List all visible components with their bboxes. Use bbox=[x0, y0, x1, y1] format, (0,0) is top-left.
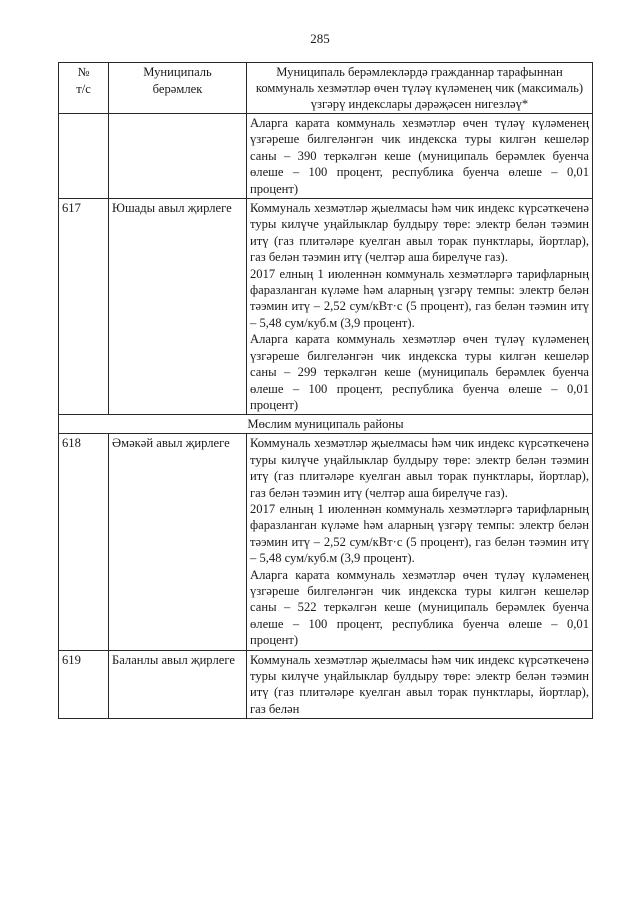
row-description bbox=[247, 114, 593, 199]
description-paragraph: Коммуналь хезмәтләр җыелмасы һәм чик индекс күрсәткеченә туры килүче уңайлыклар булдыру төре: электр белән тәэмин итү (газ плитәләре куелган авыл торак пунктлары, йортлар), газ белән тәэмин итү (челтәр аша бирелүче газ). bbox=[250, 201, 589, 265]
header-number-line1: № bbox=[77, 65, 90, 79]
header-municipality-line2: берәмлек bbox=[152, 82, 203, 96]
table-row bbox=[59, 114, 593, 199]
description-paragraph: 2017 елның 1 июленнән коммуналь хезмәтләргә тарифларның фаразланган күләме һәм аларның үзгәрү темпы: электр белән тәэмин итү – 2,52 сум/кВт·с (5 процент), газ белән тәэмин итү – 5,48 сум/куб.м (3,9 процент). bbox=[250, 501, 589, 566]
header-description: Муниципаль берәмлекләрдә гражданнар тарафыннан коммуналь хезмәтләр өчен түләү күләменең чик (максималь) үзгәрү индекслары дәрәҗәсен нигезләү* bbox=[247, 63, 593, 114]
row-number: 618 bbox=[59, 434, 109, 650]
row-description bbox=[247, 650, 593, 719]
header-municipality bbox=[109, 63, 247, 114]
district-heading: Мөслим муниципаль районы bbox=[59, 415, 593, 434]
table-header-row bbox=[59, 63, 593, 114]
row-number: 617 bbox=[59, 199, 109, 415]
description-paragraph: Коммуналь хезмәтләр җыелмасы һәм чик индекс күрсәткеченә туры килүче уңайлыклар булдыру төре: электр белән тәэмин итү (газ плитәләре куелган авыл торак пунктлары, йортлар), газ белән bbox=[250, 652, 589, 716]
table-row bbox=[59, 650, 593, 719]
district-row bbox=[59, 415, 593, 434]
row-description bbox=[247, 434, 593, 650]
description-paragraph: 2017 елның 1 июленнән коммуналь хезмәтләргә тарифларның фаразланган күләме һәм аларның үзгәрү темпы: электр белән тәэмин итү – 2,52 сум/кВт·с (5 процент), газ белән тәэмин итү – 5,48 сум/куб.м (3,9 процент). bbox=[250, 266, 589, 330]
row-number: 619 bbox=[59, 650, 109, 719]
row-municipality bbox=[109, 114, 247, 199]
row-municipality: Юшады авыл җирлеге bbox=[109, 199, 247, 415]
header-municipality-line1: Муниципаль bbox=[143, 65, 212, 79]
header-number bbox=[59, 63, 109, 114]
row-description bbox=[247, 199, 593, 415]
description-paragraph: Аларга карата коммуналь хезмәтләр өчен түләү күләменең үзгәреше билгеләнгән чик индекска туры килгән кешеләр саны – 299 теркәлгән кеше (муниципаль берәмлек буенча өлеше – 100 процент, республика буенча өлеше – 0,01 процент) bbox=[250, 332, 589, 412]
row-municipality: Баланлы авыл җирлеге bbox=[109, 650, 247, 719]
row-municipality: Әмәкәй авыл җирлеге bbox=[109, 434, 247, 650]
header-number-line2: т/с bbox=[76, 82, 91, 96]
page-number: 285 bbox=[310, 31, 330, 46]
description-paragraph: Аларга карата коммуналь хезмәтләр өчен түләү күләменең үзгәреше билгеләнгән чик индекска туры килгән кешеләр саны – 390 теркәлгән кеше (муниципаль берәмлек буенча өлеше – 100 процент, республика буенча өлеше – 0,01 процент) bbox=[250, 116, 589, 196]
tariff-index-table bbox=[58, 62, 593, 719]
description-paragraph: Коммуналь хезмәтләр җыелмасы һәм чик индекс күрсәткеченә туры килүче уңайлыклар булдыру төре: электр белән тәэмин итү (газ плитәләре куелган авыл торак пунктлары, йортлар), газ белән тәэмин итү (челтәр аша бирелүче газ). bbox=[250, 436, 589, 500]
table-row bbox=[59, 199, 593, 415]
table-body bbox=[59, 114, 593, 719]
table-row bbox=[59, 434, 593, 650]
description-paragraph: Аларга карата коммуналь хезмәтләр өчен түләү күләменең үзгәреше билгеләнгән чик индекска туры килгән кешеләр саны – 522 теркәлгән кеше (муниципаль берәмлек буенча өлеше – 100 процент, республика буенча өлеше – 0,01 процент) bbox=[250, 567, 589, 648]
row-number bbox=[59, 114, 109, 199]
